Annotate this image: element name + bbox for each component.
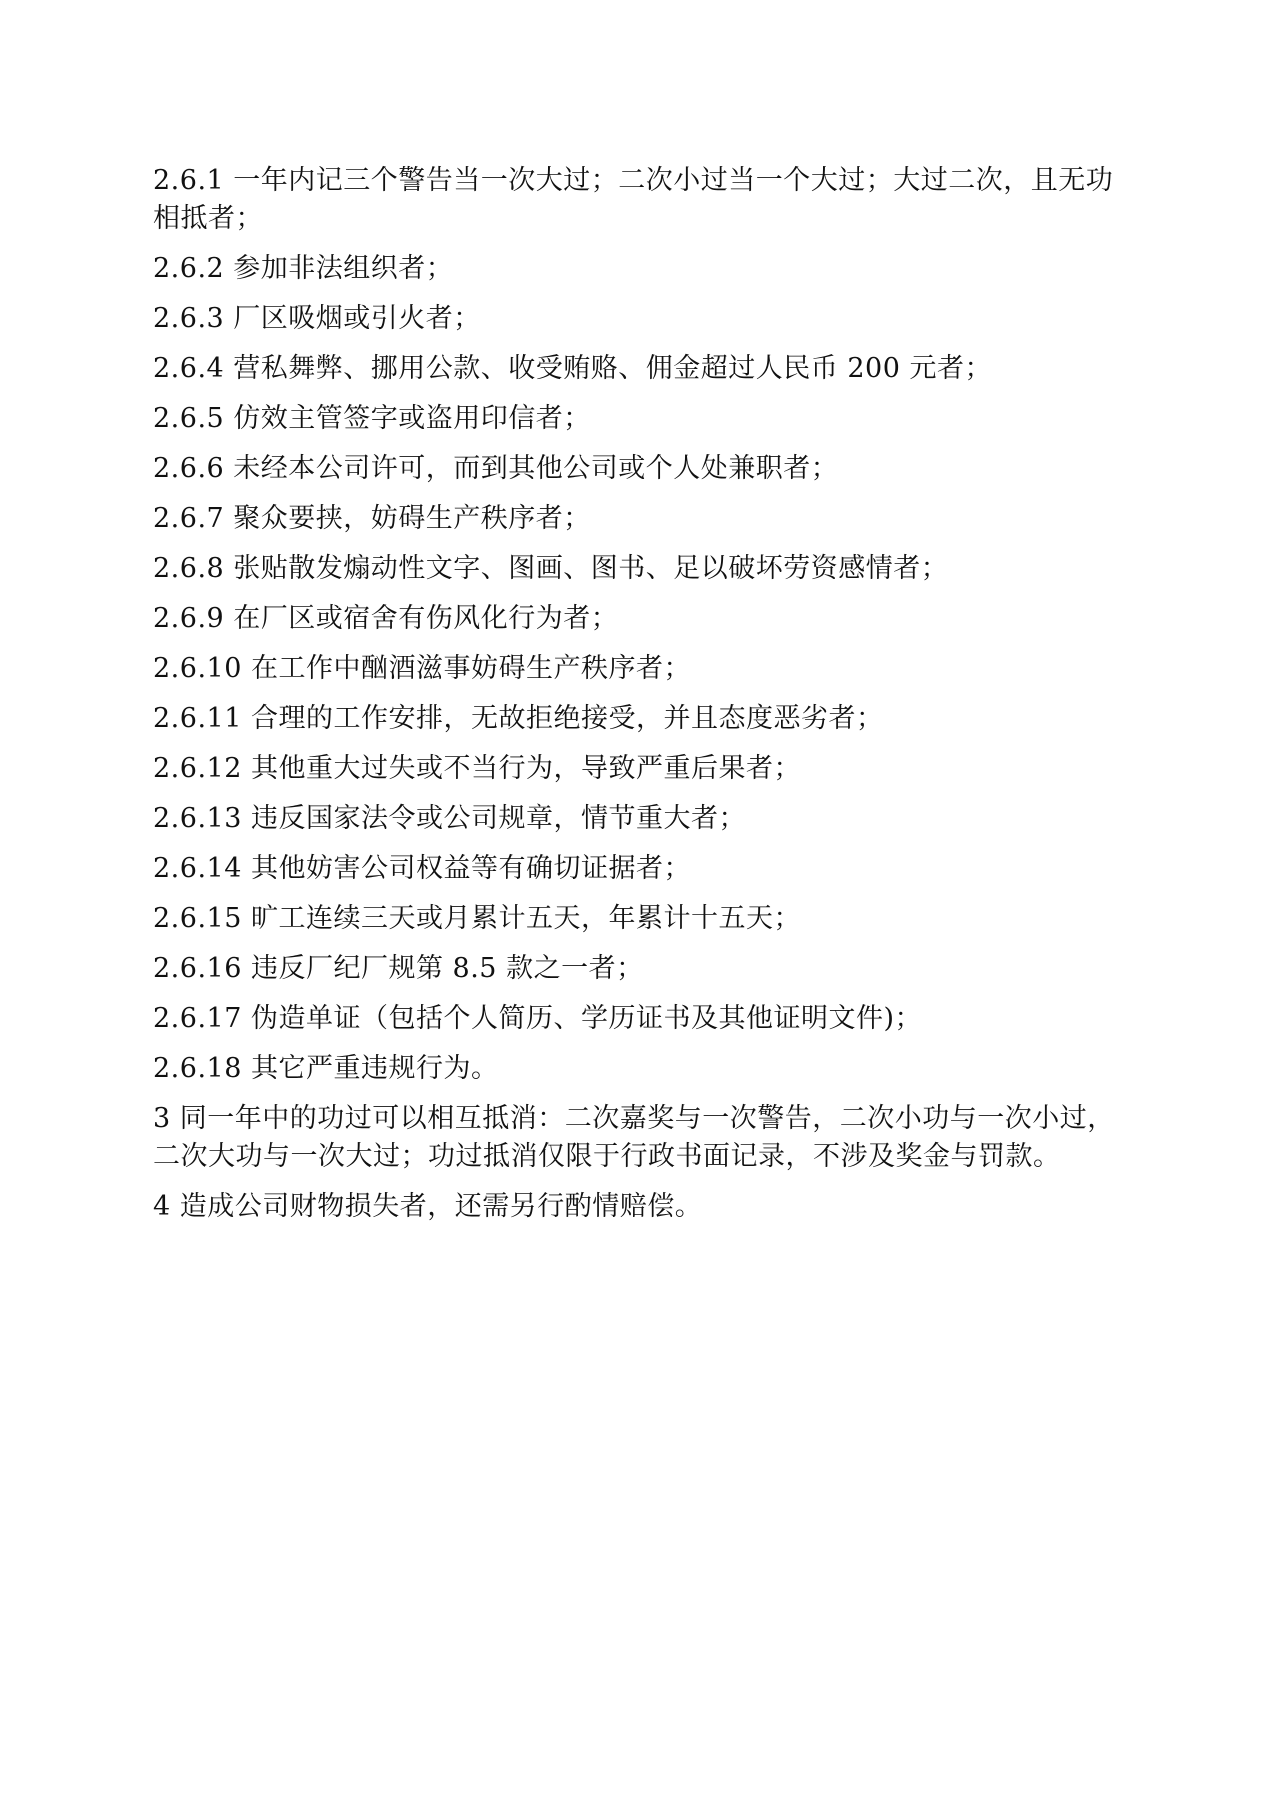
clause-2-6-3: 2.6.3 厂区吸烟或引火者； [153, 303, 481, 334]
clause-2-6-9: 2.6.9 在厂区或宿舍有伤风化行为者； [153, 603, 619, 634]
clause-2-6-8: 2.6.8 张贴散发煽动性文字、图画、图书、足以破坏劳资感情者； [153, 553, 949, 584]
clause-2-6-14: 2.6.14 其他妨害公司权益等有确切证据者； [153, 853, 691, 884]
clause-2-6-7: 2.6.7 聚众要挟，妨碍生产秩序者； [153, 503, 591, 534]
document-body [153, 162, 1133, 1238]
clause-2-6-11: 2.6.11 合理的工作安排，无故拒绝接受，并且态度恶劣者； [153, 703, 884, 734]
clause-2-6-1: 2.6.1 一年内记三个警告当一次大过；二次小过当一个大过；大过二次，且无功相抵者； [153, 165, 1114, 234]
clause-2-6-6: 2.6.6 未经本公司许可，而到其他公司或个人处兼职者； [153, 453, 839, 484]
clause-2-6-2: 2.6.2 参加非法组织者； [153, 253, 454, 284]
clause-2-6-16: 2.6.16 违反厂纪厂规第 8.5 款之一者； [153, 953, 644, 984]
clause-2-6-18: 2.6.18 其它严重违规行为。 [153, 1053, 499, 1084]
clause-2-6-13: 2.6.13 违反国家法令或公司规章，情节重大者； [153, 803, 746, 834]
clause-2-6-5: 2.6.5 仿效主管签字或盗用印信者； [153, 403, 591, 434]
clause-2-6-10: 2.6.10 在工作中酗酒滋事妨碍生产秩序者； [153, 653, 691, 684]
clause-3: 3 同一年中的功过可以相互抵消：二次嘉奖与一次警告，二次小功与一次小过，二次大功与一次大过；功过抵消仅限于行政书面记录，不涉及奖金与罚款。 [153, 1103, 1115, 1172]
clause-2-6-4: 2.6.4 营私舞弊、挪用公款、收受贿赂、佣金超过人民币 200 元者； [153, 353, 992, 384]
clause-4: 4 造成公司财物损失者，还需另行酌情赔偿。 [153, 1191, 703, 1222]
clause-2-6-17: 2.6.17 伪造单证（包括个人简历、学历证书及其他证明文件)； [153, 1003, 922, 1034]
clause-2-6-12: 2.6.12 其他重大过失或不当行为，导致严重后果者； [153, 753, 801, 784]
clause-2-6-15: 2.6.15 旷工连续三天或月累计五天，年累计十五天； [153, 903, 801, 934]
